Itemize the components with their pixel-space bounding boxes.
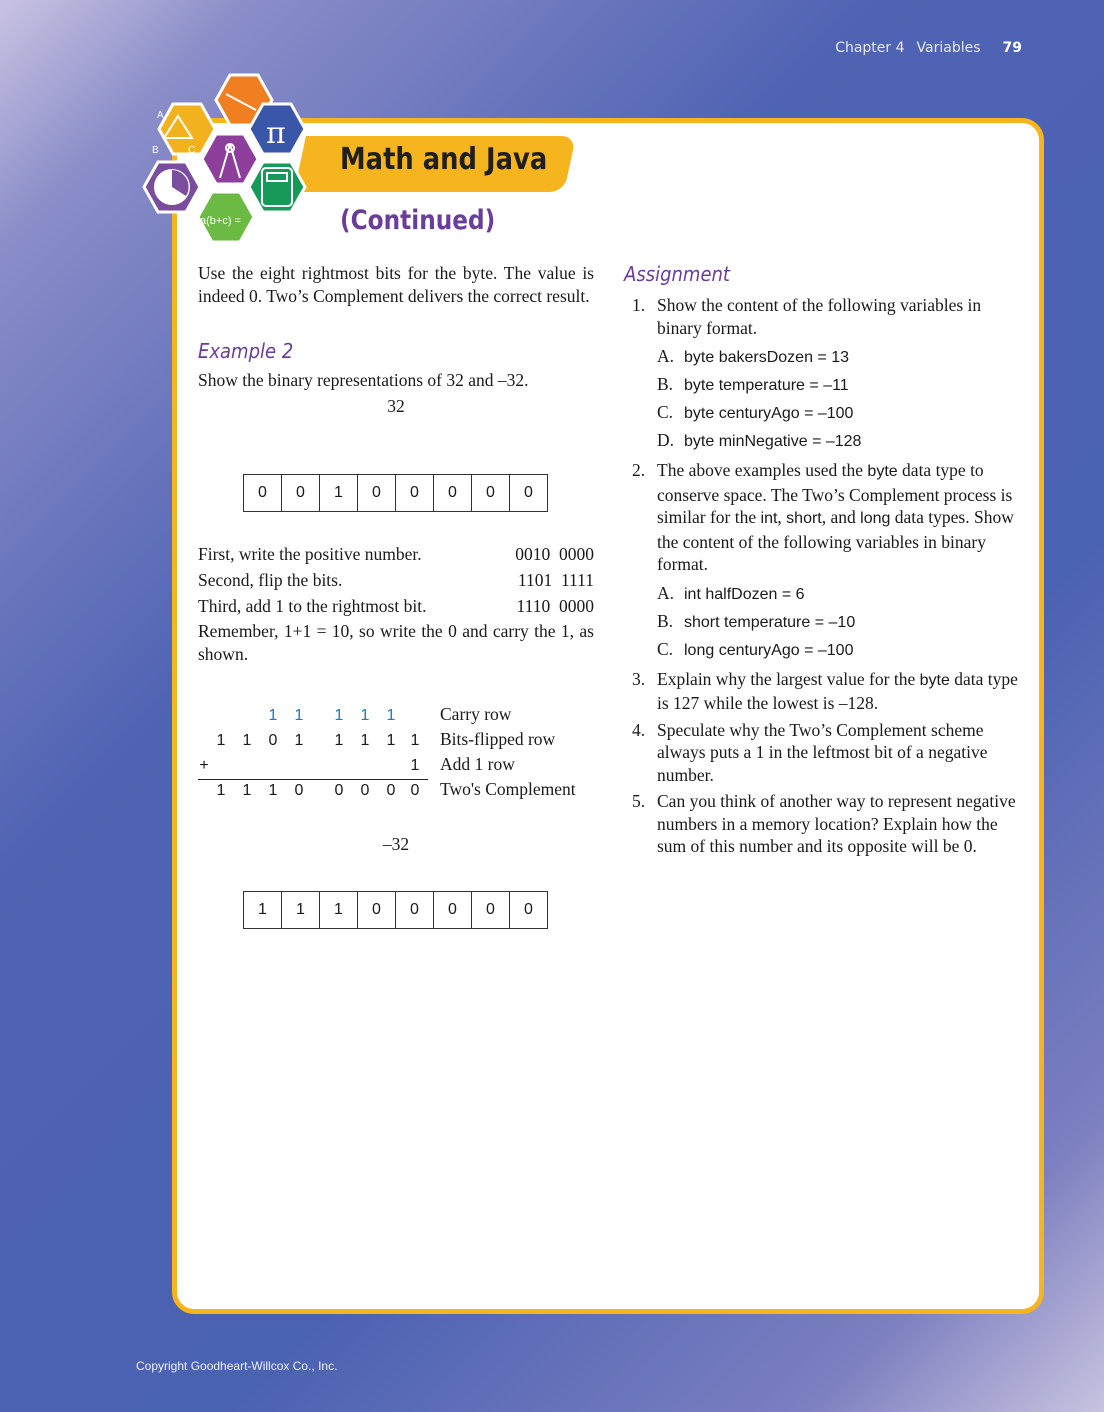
sub-list	[657, 580, 1022, 664]
code-text: int	[760, 510, 778, 527]
result-digit: 0	[386, 782, 396, 799]
bit-cell: 1	[320, 892, 358, 928]
assignment-item	[624, 459, 1022, 664]
calculator-hexagon-icon	[249, 162, 305, 212]
negative-bit-grid	[243, 891, 548, 929]
bit-cell: 0	[358, 475, 396, 511]
vertex-c-label: C	[188, 145, 196, 156]
flipped-digit: 1	[410, 732, 420, 749]
chapter-label: Chapter 4	[835, 40, 905, 56]
result-row-label: Two's Complement	[440, 779, 576, 799]
bit-cell: 1	[282, 892, 320, 928]
section-label: Variables	[916, 40, 981, 56]
sub-item	[657, 399, 1022, 427]
code-text: short temperature = –10	[684, 613, 856, 631]
bit-cell: 0	[434, 892, 472, 928]
result-digit: 1	[268, 782, 278, 799]
carry-digit: 1	[334, 707, 344, 724]
bit-cell: 0	[472, 892, 510, 928]
bit-cell: 0	[396, 892, 434, 928]
example-heading: Example 2	[198, 339, 294, 363]
sub-item	[657, 371, 1022, 399]
item-text: Speculate why the Two’s Complement scheme always puts a 1 in the leftmost bit of a negative number.	[657, 719, 988, 785]
bit-cell: 0	[282, 475, 320, 511]
flipped-digit: 1	[242, 732, 252, 749]
vertex-b-label: B	[152, 145, 159, 156]
sub-letter: B.	[657, 610, 674, 631]
sub-letter: C.	[657, 402, 674, 422]
bit-cell: 0	[524, 484, 533, 501]
item-text: Explain why the largest value for the	[657, 668, 920, 689]
sub-letter: A.	[657, 582, 675, 603]
step-row	[198, 593, 594, 619]
flipped-row-label: Bits-flipped row	[440, 729, 556, 749]
negative-value-label: –32	[382, 834, 410, 854]
sub-letter: C.	[657, 638, 674, 659]
bit-cell: 0	[358, 892, 396, 928]
item-number: 1.	[632, 295, 646, 315]
positive-value-label: 32	[387, 395, 405, 416]
item-text: The above examples used the	[657, 460, 868, 480]
sub-item	[657, 608, 1022, 636]
compass-hexagon-icon	[202, 134, 258, 184]
item-text: data type to conserve space. The Two’s Complement process is similar for the	[657, 460, 1013, 527]
carry-digit: 1	[360, 707, 370, 724]
bit-cell: 1	[320, 475, 358, 511]
step-value: 0010 0000	[515, 544, 594, 564]
code-text: long centuryAgo = –100	[684, 641, 854, 659]
vertex-a-label: A	[157, 110, 164, 121]
math-hexagons-logo	[130, 72, 330, 252]
item-number: 4.	[632, 719, 646, 740]
sub-item	[657, 636, 1022, 664]
assignment-item	[624, 294, 1022, 455]
code-text: byte	[867, 463, 898, 480]
bit-cell: 0	[472, 475, 510, 511]
result-digit: 1	[242, 782, 252, 799]
example-text: Show the binary representations of 32 and –32.	[198, 370, 529, 390]
carry-row-label: Carry row	[440, 704, 512, 724]
step-text: Second, flip the bits.	[198, 570, 343, 590]
flipped-digit: 1	[360, 732, 370, 749]
code-text: byte centuryAgo = –100	[684, 405, 854, 422]
continued-label: (Continued)	[340, 205, 496, 236]
code-text: int halfDozen = 6	[684, 585, 805, 603]
code-text: short	[786, 510, 822, 527]
sub-list	[657, 343, 1022, 455]
running-header	[835, 40, 1022, 56]
result-digit: 0	[360, 782, 370, 799]
add-row-label: Add 1 row	[440, 754, 515, 774]
item-number: 3.	[632, 668, 646, 689]
sub-letter: B.	[657, 374, 674, 394]
step-text: Third, add 1 to the rightmost bit.	[198, 596, 427, 616]
bit-cell: 0	[244, 475, 282, 511]
item-text: data types. Show the content of the following variables in binary format.	[657, 507, 1014, 574]
code-text: byte temperature = –11	[684, 377, 849, 394]
item-text: ,	[777, 507, 787, 527]
result-digit: 0	[294, 782, 304, 799]
carry-digit: 1	[268, 707, 278, 724]
item-text: Can you think of another way to represent negative numbers in a memory location? Explain how the sum of this number and its opposite will be 0.	[657, 791, 1016, 856]
result-digit: 0	[410, 782, 420, 799]
sub-letter: A.	[657, 346, 675, 366]
step-row	[198, 567, 594, 593]
item-number: 2.	[632, 460, 646, 480]
step-value: 1101 1111	[517, 570, 594, 590]
feature-title: Math and Java	[340, 142, 548, 177]
page-number: 79	[1002, 40, 1022, 56]
result-digit: 0	[334, 782, 344, 799]
step-row	[198, 541, 594, 567]
sub-item	[657, 343, 1022, 371]
item-text: , and	[821, 507, 861, 527]
carry-digit: 1	[294, 707, 304, 724]
assignment-heading: Assignment	[624, 262, 730, 286]
flipped-digit: 0	[268, 732, 278, 749]
steps-list	[198, 541, 594, 665]
remember-paragraph: Remember, 1+1 = 10, so write the 0 and carry the 1, as shown.	[198, 621, 594, 664]
carry-digit: 1	[386, 707, 396, 724]
right-column	[624, 262, 1022, 862]
flipped-digit: 1	[216, 732, 226, 749]
item-text: Show the content of the following variables in binary format.	[657, 295, 982, 338]
sub-item	[657, 427, 1022, 455]
assignment-list	[624, 294, 1022, 858]
bit-cell: 0	[434, 475, 472, 511]
pi-symbol: π	[266, 116, 286, 151]
item-text: data type is 127 while the lowest is –128.	[657, 668, 1018, 713]
sum-rule	[198, 779, 428, 780]
step-value: 1110 0000	[516, 596, 594, 616]
plus-sign: +	[199, 757, 209, 774]
intro-paragraph: Use the eight rightmost bits for the byte. The value is indeed 0. Two’s Complement delivers the correct result.	[198, 263, 594, 306]
left-column	[198, 262, 594, 417]
assignment-item	[624, 719, 1022, 787]
flipped-digit: 1	[294, 732, 304, 749]
bit-cell: 1	[244, 892, 282, 928]
sub-item	[657, 580, 1022, 608]
sub-letter: D.	[657, 430, 675, 450]
flipped-digit: 1	[334, 732, 344, 749]
code-text: byte minNegative = –128	[684, 433, 862, 450]
code-text: long	[860, 510, 891, 527]
positive-bit-grid	[243, 474, 548, 512]
formula-label: a(b+c) =	[200, 215, 241, 227]
item-number: 5.	[632, 791, 646, 811]
bit-cell: 0	[396, 475, 434, 511]
bit-cell: 0	[524, 901, 533, 918]
code-text: byte bakersDozen = 13	[684, 349, 849, 366]
copyright-footer: Copyright Goodheart-Willcox Co., Inc.	[136, 1359, 338, 1373]
code-text: byte	[919, 671, 950, 689]
assignment-item	[624, 790, 1022, 858]
add-digit: 1	[410, 757, 420, 774]
assignment-item	[624, 668, 1022, 715]
result-digit: 1	[216, 782, 226, 799]
flipped-digit: 1	[386, 732, 396, 749]
step-text: First, write the positive number.	[198, 544, 422, 564]
